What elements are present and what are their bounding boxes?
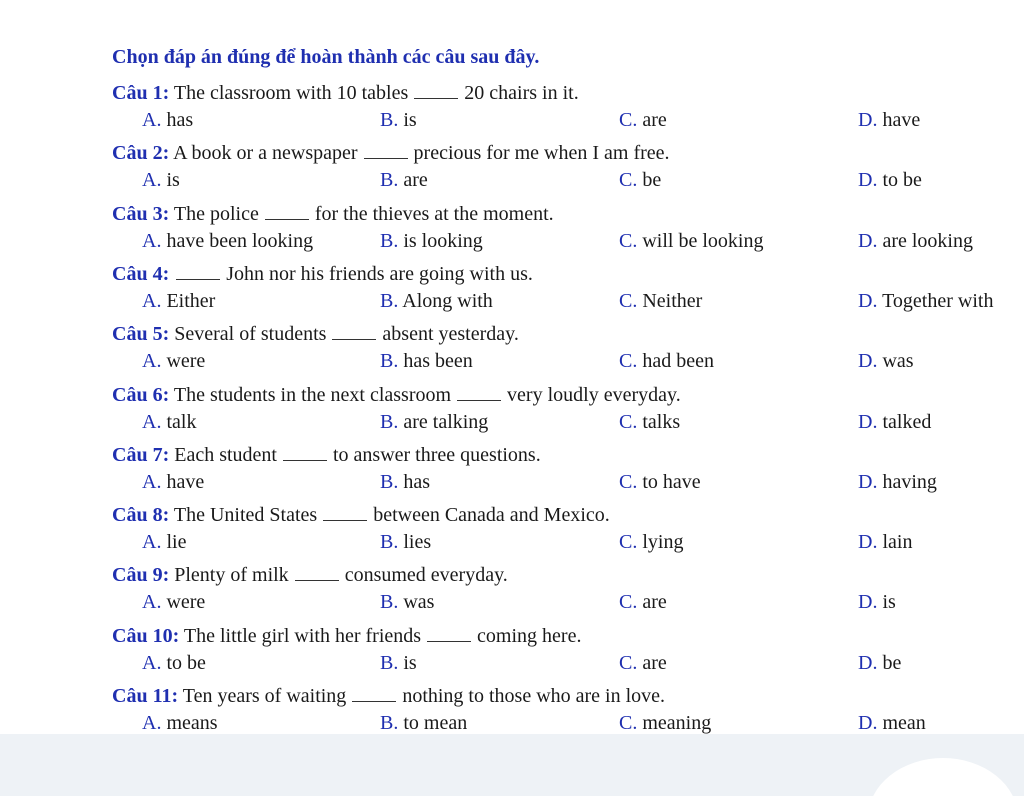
- option-a: [142, 529, 186, 555]
- option-d: [858, 107, 920, 133]
- question-number: Câu 1:: [112, 82, 170, 104]
- option-letter: D.: [858, 229, 878, 252]
- option-c: [619, 710, 711, 736]
- option-text: be: [642, 169, 662, 192]
- option-letter: A.: [142, 712, 162, 734]
- option-text: have been looking: [166, 229, 314, 252]
- option-a: [142, 228, 313, 254]
- option-text: Along with: [402, 289, 493, 312]
- option-letter: B.: [380, 470, 399, 493]
- option-text: be: [882, 651, 902, 674]
- question-number: Câu 6:: [112, 383, 170, 406]
- question-number: Câu 11:: [112, 685, 179, 707]
- option-d: [858, 710, 926, 736]
- question-6: [112, 382, 1012, 442]
- option-text: Neither: [642, 289, 703, 312]
- option-letter: C.: [619, 169, 638, 192]
- question-text-after: precious for me when I am free.: [413, 142, 670, 165]
- option-letter: C.: [619, 531, 638, 554]
- option-a: [142, 348, 205, 374]
- option-letter: D.: [858, 109, 878, 131]
- answer-blank: [457, 386, 501, 401]
- option-d: [858, 469, 937, 495]
- question-text-before: Each student: [174, 443, 277, 466]
- option-c: [619, 288, 702, 314]
- option-letter: C.: [619, 289, 638, 312]
- question-text-after: consumed everyday.: [344, 564, 508, 587]
- option-letter: C.: [619, 109, 638, 131]
- question-text-after: to answer three questions.: [332, 443, 541, 466]
- question-number: Câu 8:: [112, 504, 170, 527]
- question-5: [112, 321, 1012, 381]
- option-a: [142, 589, 205, 615]
- answer-blank: [364, 144, 408, 159]
- option-b: [380, 409, 488, 435]
- question-stem: [112, 683, 665, 709]
- option-letter: B.: [380, 712, 399, 734]
- option-text: is looking: [403, 229, 483, 252]
- worksheet-title: Chọn đáp án đúng để hoàn thành các câu sau đây.: [112, 46, 540, 68]
- option-b: [380, 107, 417, 133]
- option-letter: B.: [380, 289, 399, 312]
- option-text: have: [166, 470, 205, 493]
- option-text: was: [882, 350, 914, 373]
- question-stem: [112, 382, 681, 408]
- option-letter: C.: [619, 470, 638, 493]
- option-text: is: [882, 591, 896, 614]
- option-c: [619, 167, 661, 193]
- question-text-before: Several of students: [174, 323, 327, 346]
- question-text-before: A book or a newspaper: [173, 142, 358, 165]
- question-text-after: coming here.: [477, 624, 582, 647]
- option-letter: D.: [858, 531, 878, 554]
- option-text: talked: [882, 410, 932, 433]
- question-10: [112, 623, 1012, 683]
- answer-blank: [352, 687, 396, 702]
- option-text: had been: [642, 350, 714, 373]
- option-text: lies: [403, 531, 432, 554]
- question-stem: [112, 502, 610, 528]
- option-text: are: [642, 109, 667, 131]
- decorative-shape: [868, 758, 1018, 796]
- option-letter: B.: [380, 229, 399, 252]
- option-text: are: [642, 651, 667, 674]
- answer-blank: [427, 627, 471, 642]
- option-c: [619, 409, 680, 435]
- question-text-after: very loudly everyday.: [507, 383, 681, 406]
- option-b: [380, 589, 434, 615]
- question-8: [112, 502, 1012, 562]
- question-number: Câu 9:: [112, 564, 170, 587]
- option-letter: B.: [380, 169, 399, 192]
- answer-blank: [176, 265, 220, 280]
- option-b: [380, 469, 430, 495]
- option-a: [142, 167, 180, 193]
- option-letter: B.: [380, 651, 399, 674]
- option-letter: D.: [858, 350, 878, 373]
- option-text: are talking: [403, 410, 489, 433]
- question-number: Câu 5:: [112, 323, 170, 346]
- option-text: were: [166, 350, 206, 373]
- answer-blank: [283, 446, 327, 461]
- option-letter: A.: [142, 289, 162, 312]
- option-letter: B.: [380, 531, 399, 554]
- option-text: to mean: [403, 712, 468, 734]
- option-letter: A.: [142, 410, 162, 433]
- option-text: are: [403, 169, 428, 192]
- option-a: [142, 710, 218, 736]
- option-letter: D.: [858, 712, 878, 734]
- option-c: [619, 650, 667, 676]
- question-text-after: between Canada and Mexico.: [373, 504, 610, 527]
- option-b: [380, 228, 483, 254]
- option-letter: A.: [142, 651, 162, 674]
- answer-blank: [414, 84, 458, 99]
- question-stem: [112, 321, 519, 347]
- question-number: Câu 2:: [112, 142, 170, 165]
- question-stem: [112, 442, 541, 468]
- option-text: has been: [403, 350, 473, 373]
- option-text: to be: [882, 169, 922, 192]
- question-7: [112, 442, 1012, 502]
- option-letter: B.: [380, 109, 399, 131]
- option-d: [858, 409, 931, 435]
- answer-blank: [323, 506, 367, 521]
- option-letter: C.: [619, 350, 638, 373]
- option-letter: A.: [142, 229, 162, 252]
- question-stem: [112, 562, 508, 588]
- option-text: lie: [166, 531, 187, 554]
- bottom-band: [0, 734, 1024, 796]
- option-letter: D.: [858, 289, 878, 312]
- option-d: [858, 589, 896, 615]
- question-stem: [112, 623, 581, 649]
- question-text-after: for the thieves at the moment.: [314, 202, 554, 225]
- question-text-before: Ten years of waiting: [182, 685, 347, 707]
- option-letter: C.: [619, 229, 638, 252]
- option-d: [858, 348, 914, 374]
- option-d: [858, 228, 973, 254]
- option-text: lain: [882, 531, 913, 554]
- question-text-after: nothing to those who are in love.: [402, 685, 666, 707]
- option-text: Either: [166, 289, 216, 312]
- question-text-before: Plenty of milk: [174, 564, 289, 587]
- question-number: Câu 3:: [112, 202, 170, 225]
- option-d: [858, 529, 912, 555]
- option-a: [142, 409, 196, 435]
- question-9: [112, 562, 1012, 622]
- option-letter: D.: [858, 591, 878, 614]
- option-d: [858, 167, 922, 193]
- option-letter: B.: [380, 350, 399, 373]
- option-letter: A.: [142, 169, 162, 192]
- option-b: [380, 167, 428, 193]
- option-text: are looking: [882, 229, 973, 252]
- option-letter: B.: [380, 591, 399, 614]
- option-b: [380, 529, 431, 555]
- option-text: meaning: [642, 712, 712, 734]
- option-letter: A.: [142, 109, 162, 131]
- option-a: [142, 469, 204, 495]
- option-letter: D.: [858, 169, 878, 192]
- question-number: Câu 10:: [112, 624, 180, 647]
- option-text: Together with: [882, 289, 994, 312]
- question-4: [112, 261, 1012, 321]
- option-b: [380, 348, 473, 374]
- option-text: to be: [166, 651, 206, 674]
- option-letter: C.: [619, 712, 638, 734]
- option-d: [858, 288, 993, 314]
- question-text-before: The students in the next classroom: [173, 383, 452, 406]
- question-2: [112, 140, 1012, 200]
- option-c: [619, 529, 683, 555]
- answer-blank: [295, 566, 339, 581]
- option-b: [380, 288, 493, 314]
- option-text: have: [882, 109, 921, 131]
- option-text: are: [642, 591, 667, 614]
- option-text: has: [166, 109, 194, 131]
- question-text-after: absent yesterday.: [382, 323, 519, 346]
- option-text: were: [166, 591, 206, 614]
- option-letter: B.: [380, 410, 399, 433]
- option-d: [858, 650, 901, 676]
- question-stem: [112, 80, 579, 106]
- question-text-after: 20 chairs in it.: [464, 82, 579, 104]
- question-3: [112, 201, 1012, 261]
- question-text-after: John nor his friends are going with us.: [226, 262, 533, 285]
- option-c: [619, 107, 667, 133]
- option-letter: D.: [858, 470, 878, 493]
- option-c: [619, 348, 714, 374]
- option-text: having: [882, 470, 937, 493]
- option-letter: C.: [619, 591, 638, 614]
- option-letter: A.: [142, 470, 162, 493]
- option-letter: D.: [858, 410, 878, 433]
- answer-blank: [332, 325, 376, 340]
- option-a: [142, 650, 206, 676]
- option-text: talks: [642, 410, 681, 433]
- option-c: [619, 228, 763, 254]
- option-letter: A.: [142, 350, 162, 373]
- answer-blank: [265, 205, 309, 220]
- option-a: [142, 288, 215, 314]
- option-text: will be looking: [642, 229, 764, 252]
- question-stem: [112, 201, 554, 227]
- option-letter: D.: [858, 651, 878, 674]
- option-text: was: [403, 591, 435, 614]
- option-text: talk: [166, 410, 197, 433]
- question-number: Câu 4:: [112, 262, 170, 285]
- question-number: Câu 7:: [112, 443, 170, 466]
- option-letter: A.: [142, 591, 162, 614]
- option-c: [619, 589, 667, 615]
- option-b: [380, 710, 467, 736]
- question-text-before: The United States: [173, 504, 318, 527]
- option-letter: C.: [619, 651, 638, 674]
- option-text: to have: [642, 470, 701, 493]
- option-letter: A.: [142, 531, 162, 554]
- option-b: [380, 650, 417, 676]
- option-c: [619, 469, 701, 495]
- question-text-before: The police: [173, 202, 259, 225]
- option-text: is: [166, 169, 180, 192]
- option-text: mean: [882, 712, 926, 734]
- option-a: [142, 107, 193, 133]
- option-text: is: [403, 109, 417, 131]
- option-letter: C.: [619, 410, 638, 433]
- option-text: means: [166, 712, 218, 734]
- question-1: [112, 80, 1012, 140]
- question-stem: [112, 261, 533, 287]
- option-text: has: [403, 470, 431, 493]
- question-text-before: The little girl with her friends: [183, 624, 422, 647]
- option-text: is: [403, 651, 417, 674]
- question-stem: [112, 140, 670, 166]
- question-text-before: The classroom with 10 tables: [173, 82, 409, 104]
- option-text: lying: [642, 531, 684, 554]
